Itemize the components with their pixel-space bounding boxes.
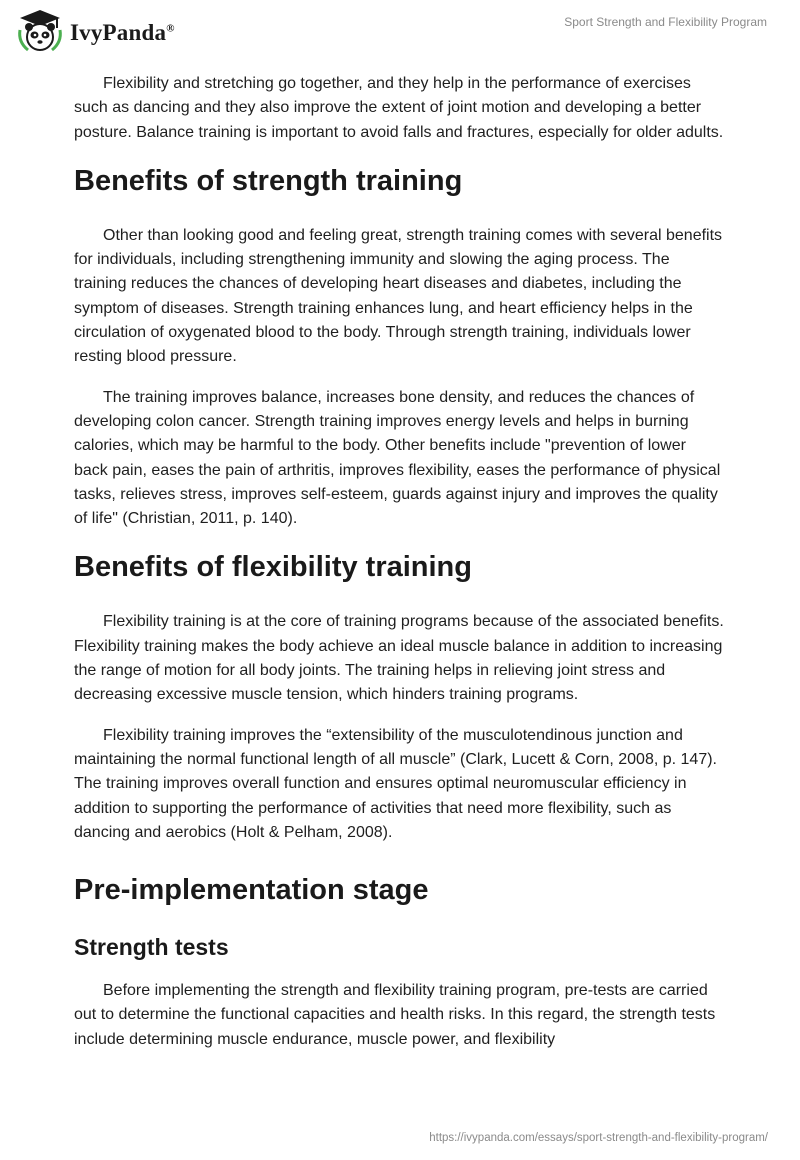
footer-url[interactable]: https://ivypanda.com/essays/sport-strength-and-flexibility-program/ xyxy=(429,1132,768,1144)
section-heading: Benefits of strength training xyxy=(74,164,463,197)
paragraph: Before implementing the strength and flexibility training program, pre-tests are carried out to determine the functional capacities and health risks. In this regard, the strength tests include determining muscle endurance, muscle power, and flexibility xyxy=(74,982,716,1048)
ivypanda-logo[interactable] xyxy=(14,8,175,54)
panda-logo-icon xyxy=(14,8,66,54)
section-heading: Benefits of flexibility training xyxy=(74,551,472,584)
paragraph: Flexibility training is at the core of training programs because of the associated benefits. Flexibility training makes the body achieve an ideal muscle balance in addition to increasing the range of motion for all body joints. The training helps in relieving joint stress and decreasing excessive muscle tension, which hinders training programs. xyxy=(74,613,724,704)
paragraph: Other than looking good and feeling great, strength training comes with several benefits for individuals, including strengthening immunity and slowing the aging process. The training reduces the chances of developing heart diseases and diabetes, including the symptom of diseases. Strength training enhances lung, and heart efficiency helps in the circulation of oxygenated blood to the body. Through strength training, individuals lower resting blood pressure. xyxy=(74,226,723,366)
document-title: Sport Strength and Flexibility Program xyxy=(564,15,767,29)
page-header xyxy=(0,0,800,62)
section-heading: Pre-implementation stage xyxy=(74,874,429,907)
paragraph: Flexibility and stretching go together, and they help in the performance of exercises such as dancing and they also improve the extent of joint motion and developing a better posture. Balance training is important to avoid falls and fractures, especially for older adults. xyxy=(74,75,724,141)
paragraph: The training improves balance, increases bone density, and reduces the chances of developing colon cancer. Strength training improves energy levels and helps in burning calories, which may be harmful to the body. Other benefits include "prevention of lower back pain, eases the pain of arthritis, improves flexibility, eases the performance of physical tasks, relieves stress, improves self-esteem, guards against injury and improves the quality of life" (Christian, 2011, p. 140). xyxy=(74,388,721,528)
paragraph: Flexibility training improves the “extensibility of the musculotendinous junction and maintaining the normal functional length of all muscle” (Clark, Lucett & Corn, 2008, p. 147). The training improves overall function and ensures optimal neuromuscular efficiency in addition to supporting the performance of activities that need more flexibility, such as dancing and aerobics (Holt & Pelham, 2008). xyxy=(74,726,717,841)
essay-body xyxy=(74,72,724,1068)
subsection-heading: Strength tests xyxy=(74,934,229,961)
logo-text: IvyPanda® xyxy=(70,20,175,45)
